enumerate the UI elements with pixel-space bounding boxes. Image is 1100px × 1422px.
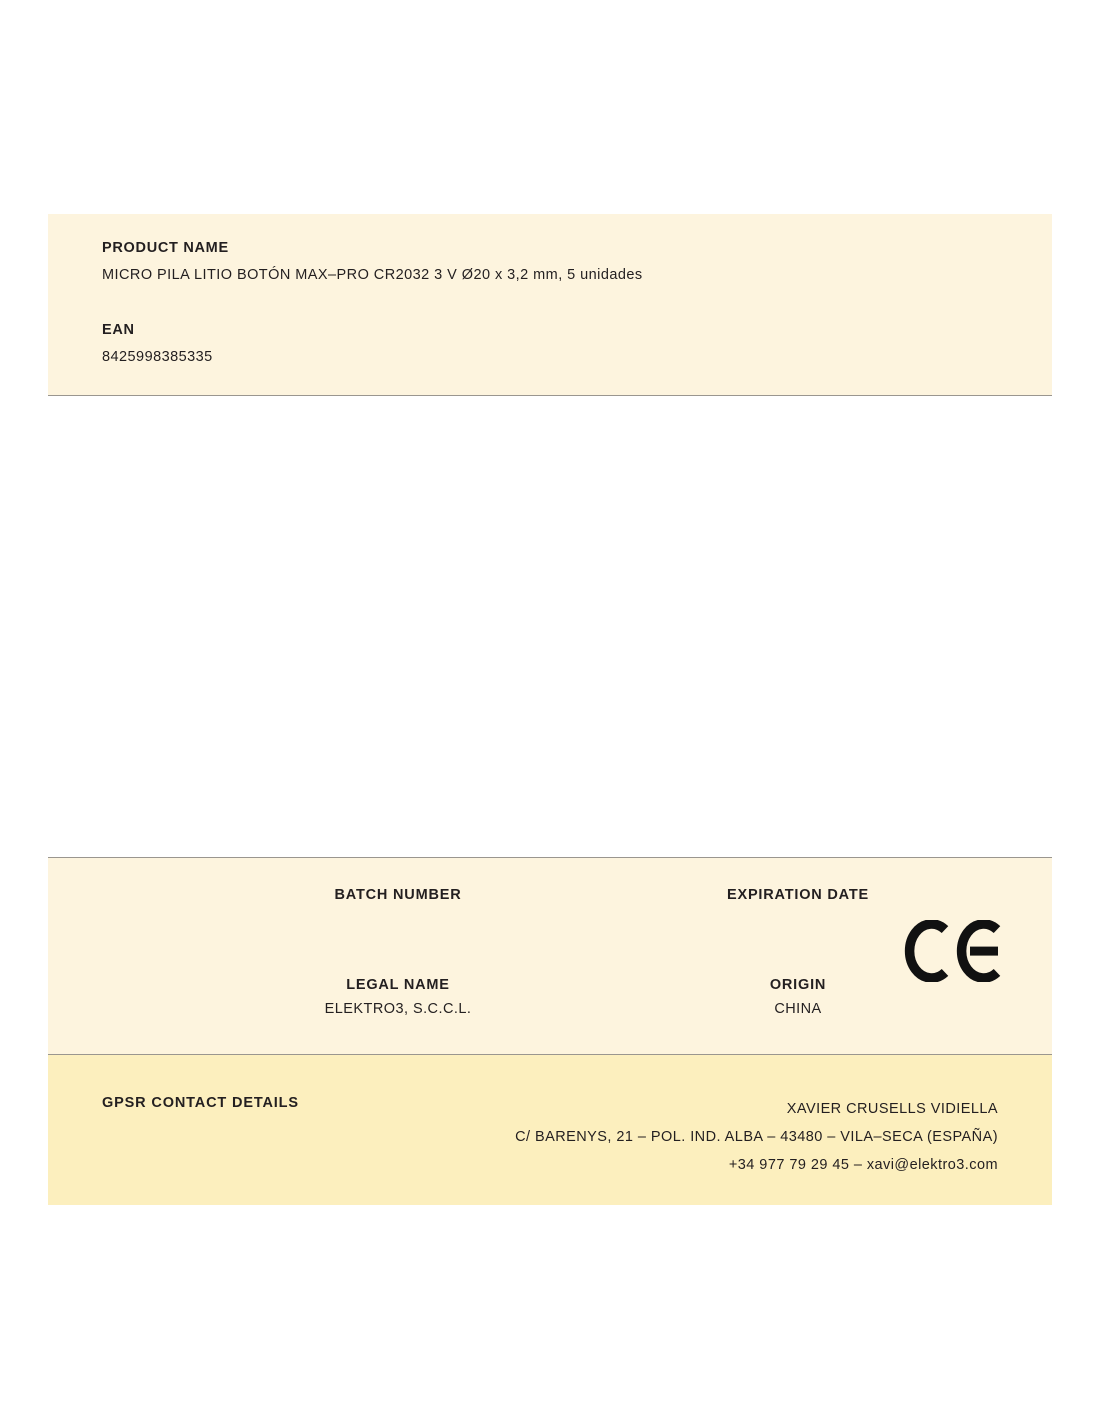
product-name-field <box>102 240 998 283</box>
expiration-date-label: EXPIRATION DATE <box>727 887 869 903</box>
origin-value: CHINA <box>774 1001 822 1017</box>
product-name-label: PRODUCT NAME <box>102 240 229 256</box>
gpsr-contact-label: GPSR CONTACT DETAILS <box>102 1095 299 1111</box>
product-name-value: MICRO PILA LITIO BOTÓN MAX–PRO CR2032 3 V Ø20 x 3,2 mm, 5 unidades <box>102 267 643 283</box>
batch-number-value <box>228 911 568 928</box>
blank-content-area <box>48 396 1052 857</box>
product-info-block <box>48 214 1052 396</box>
origin-cell <box>628 977 968 1018</box>
ean-field <box>102 322 998 365</box>
gpsr-contact-block <box>48 1055 1052 1205</box>
gpsr-contact-lines <box>515 1095 998 1179</box>
origin-label: ORIGIN <box>769 977 827 993</box>
gpsr-contact-address: C/ BARENYS, 21 – POL. IND. ALBA – 43480 – VILA–SECA (ESPAÑA) <box>515 1129 998 1145</box>
ce-mark-icon <box>904 920 1002 982</box>
ean-value: 8425998385335 <box>102 349 213 365</box>
ean-label: EAN <box>102 322 135 338</box>
legal-name-label: LEGAL NAME <box>346 977 450 993</box>
legal-name-cell <box>228 977 568 1018</box>
details-grid <box>48 858 1052 1054</box>
batch-number-label: BATCH NUMBER <box>334 887 462 903</box>
legal-name-value: ELEKTRO3, S.C.C.L. <box>324 1001 472 1017</box>
gpsr-contact-name: XAVIER CRUSELLS VIDIELLA <box>786 1101 998 1117</box>
product-details-block <box>48 857 1052 1055</box>
batch-number-cell <box>228 887 568 928</box>
gpsr-contact-phone-email: +34 977 79 29 45 – xavi@elektro3.com <box>728 1157 998 1173</box>
